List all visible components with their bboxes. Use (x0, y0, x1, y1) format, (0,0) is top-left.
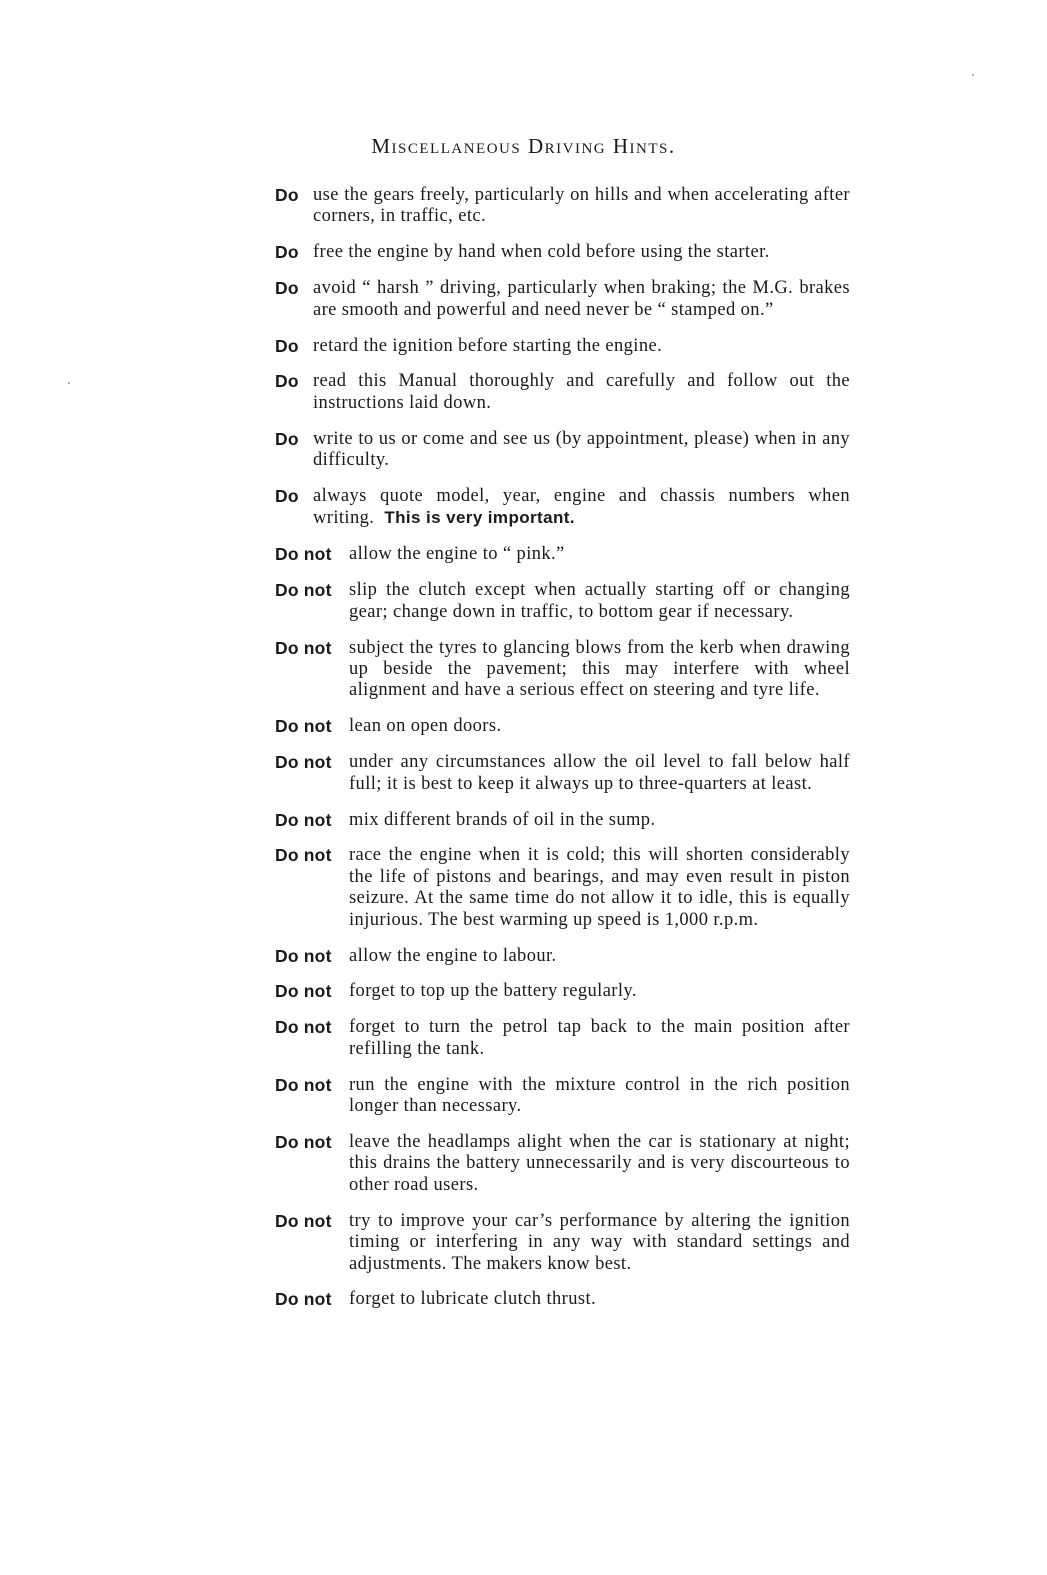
hint-item (275, 1075, 850, 1118)
hint-item (275, 1017, 850, 1060)
hint-text: race the engine when it is cold; this will shorten considerably the life of pistons and bearings, and may even result in piston seizure. At the same time do not allow it to idle, this is equally injurious. The best warming up speed is 1,000 r.p.m. (349, 845, 850, 930)
hint-text: slip the clutch except when actually starting off or changing gear; change down in traffic, to bottom gear if necessary. (349, 580, 850, 622)
hint-text: subject the tyres to glancing blows from the kerb when drawing up beside the pavement; this may interfere with wheel alignment and have a serious effect on steering and tyre life. (349, 637, 850, 701)
hint-lead: Do (275, 278, 299, 299)
hint-item (275, 544, 850, 565)
hint-item (275, 810, 850, 831)
hints-list (275, 185, 850, 1325)
hint-item (275, 486, 850, 530)
hint-text: allow the engine to labour. (349, 945, 557, 966)
hint-lead: Do (275, 486, 299, 507)
hint-text: always quote model, year, engine and chassis numbers when writing. (313, 486, 850, 529)
hint-text: under any circumstances allow the oil level to fall below half full; it is best to keep it always up to three-quarters at least. (349, 752, 850, 794)
hint-item (275, 845, 850, 931)
hint-lead: Do not (275, 544, 332, 565)
hint-lead: Do not (275, 637, 332, 658)
hint-text: retard the ignition before starting the engine. (313, 335, 663, 356)
hint-item (275, 185, 850, 228)
hint-text: write to us or come and see us (by appointment, please) when in any difficulty. (313, 428, 850, 471)
hint-lead: Do not (275, 580, 332, 601)
hint-lead: Do not (275, 1074, 332, 1095)
hint-item (275, 336, 850, 357)
hint-item (275, 371, 850, 414)
hint-lead: Do not (275, 1289, 332, 1310)
paper-speck (68, 382, 70, 384)
hint-item (275, 638, 850, 702)
hint-text: try to improve your car’s performance by altering the ignition timing or interfering in any way with standard settings and adjustments. The makers know best. (349, 1210, 850, 1274)
hint-item (275, 946, 850, 967)
hint-lead: Do (275, 335, 299, 356)
hint-text: avoid “ harsh ” driving, particularly when braking; the M.G. brakes are smooth and powerful and need never be “ stamped on.” (313, 278, 850, 320)
hint-item (275, 1211, 850, 1275)
hint-emphasis: This is very important. (384, 508, 575, 528)
hint-text: allow the engine to “ pink.” (349, 544, 565, 565)
hint-item (275, 1289, 850, 1310)
hint-lead: Do not (275, 981, 332, 1002)
hint-text: forget to lubricate clutch thrust. (349, 1289, 597, 1310)
hint-lead: Do not (275, 1210, 332, 1231)
hint-text: free the engine by hand when cold before using the starter. (313, 242, 770, 263)
hint-text: mix different brands of oil in the sump. (349, 809, 656, 830)
hint-lead: Do not (275, 716, 332, 737)
hint-text: run the engine with the mixture control in the rich position longer than necessary. (349, 1074, 850, 1117)
hint-item (275, 242, 850, 263)
hint-item (275, 429, 850, 472)
hint-item (275, 278, 850, 321)
hint-lead: Do not (275, 809, 332, 830)
hint-lead: Do (275, 242, 299, 263)
hint-item (275, 752, 850, 795)
hint-item (275, 1132, 850, 1196)
hint-text-with-emphasis (313, 486, 850, 530)
paper-speck (972, 74, 974, 76)
hint-lead: Do not (275, 1017, 332, 1038)
hint-lead: Do (275, 185, 299, 205)
hint-item (275, 981, 850, 1002)
hint-text: forget to turn the petrol tap back to the main position after refilling the tank. (349, 1017, 850, 1059)
hint-lead: Do not (275, 752, 332, 773)
hint-text: leave the headlamps alight when the car is stationary at night; this drains the battery unnecessarily and is very discourteous to other road users. (349, 1132, 850, 1195)
hint-text: use the gears freely, particularly on hills and when accelerating after corners, in traffic, etc. (313, 185, 850, 227)
hint-lead: Do not (275, 1132, 332, 1152)
hint-lead: Do (275, 428, 299, 449)
hint-item (275, 716, 850, 737)
hint-text: lean on open doors. (349, 716, 502, 737)
hint-text: read this Manual thoroughly and carefully and follow out the instructions laid down. (313, 371, 850, 413)
hint-item (275, 580, 850, 623)
hint-lead: Do not (275, 945, 332, 966)
page-title: Miscellaneous Driving Hints. (371, 134, 676, 158)
hint-lead: Do (275, 371, 299, 392)
hint-lead: Do not (275, 845, 332, 866)
hint-text: forget to top up the battery regularly. (349, 981, 637, 1002)
